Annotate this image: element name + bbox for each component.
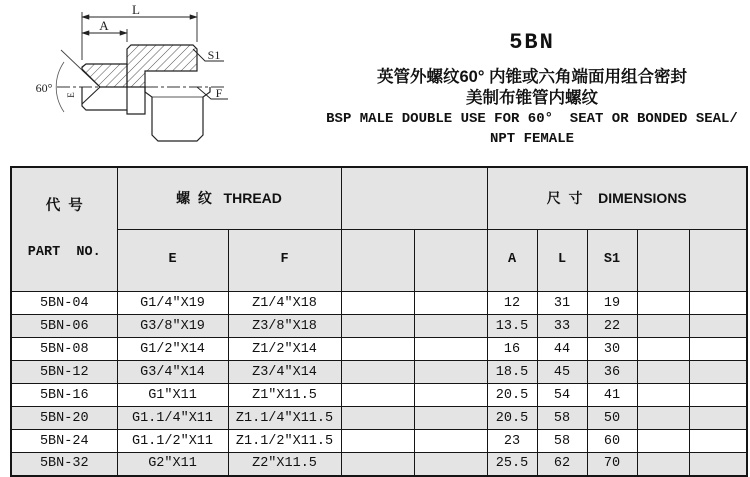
description-en-line2: NPT FEMALE xyxy=(489,131,574,147)
col-header-blank xyxy=(414,229,487,291)
part-no-cell: 5BN-32 xyxy=(11,453,117,476)
thread-f-cell: Z3/8″X18 xyxy=(228,315,341,338)
description-en-line1: BSP MALE DOUBLE USE FOR 60° SEAT OR BONDED SEAL/ xyxy=(326,111,738,127)
thread-e-cell: G3/4″X14 xyxy=(117,361,228,384)
header-row-2 xyxy=(11,229,747,291)
title-block xyxy=(318,30,746,149)
thread-e-cell: G1/4″X19 xyxy=(117,292,228,315)
part-no-cell: 5BN-12 xyxy=(11,361,117,384)
blank-cell xyxy=(637,292,689,315)
blank-cell xyxy=(341,384,414,407)
dim-s1-cell: 60 xyxy=(587,430,637,453)
blank-cell xyxy=(637,453,689,476)
thread-e-cell: G1.1/2″X11 xyxy=(117,430,228,453)
blank-cell xyxy=(414,430,487,453)
thread-e-cell: G3/8″X19 xyxy=(117,315,228,338)
blank-cell xyxy=(414,292,487,315)
blank-cell xyxy=(341,407,414,430)
part-no-cell: 5BN-24 xyxy=(11,430,117,453)
blank-cell xyxy=(341,292,414,315)
col-header-dim-l: L xyxy=(537,229,587,291)
dim-l-cell: 45 xyxy=(537,361,587,384)
col-header-dim-s1: S1 xyxy=(587,229,637,291)
dim-l-cell: 62 xyxy=(537,453,587,476)
part-no-cell: 5BN-16 xyxy=(11,384,117,407)
header-row-1 xyxy=(11,167,747,229)
dim-a-cell: 20.5 xyxy=(487,384,537,407)
thread-e-cell: G1.1/4″X11 xyxy=(117,407,228,430)
blank-cell xyxy=(637,315,689,338)
blank-cell xyxy=(637,384,689,407)
description-cn-line1: 英管外螺纹60° 内锥或六角端面用组合密封 xyxy=(376,68,688,86)
dim-l-cell: 58 xyxy=(537,430,587,453)
blank-cell xyxy=(414,315,487,338)
table-row xyxy=(11,453,747,476)
blank-cell xyxy=(341,430,414,453)
table-row xyxy=(11,338,747,361)
col-header-blank xyxy=(637,229,689,291)
dim-l-cell: 33 xyxy=(537,315,587,338)
part-no-cell: 5BN-04 xyxy=(11,292,117,315)
blank-cell xyxy=(341,361,414,384)
blank-cell xyxy=(637,407,689,430)
body-section-hatch xyxy=(127,45,197,87)
spec-table xyxy=(10,166,748,477)
thread-f-cell: Z1.1/2″X11.5 xyxy=(228,430,341,453)
blank-cell xyxy=(689,361,747,384)
col-header-part-no-cn: 代 号 xyxy=(45,198,83,214)
table-row xyxy=(11,361,747,384)
dim-a-cell: 16 xyxy=(487,338,537,361)
col-header-blank xyxy=(341,229,414,291)
dim-l-cell: 44 xyxy=(537,338,587,361)
dim-a-cell: 25.5 xyxy=(487,453,537,476)
dim-label-F: F xyxy=(215,86,223,100)
col-header-dim-a: A xyxy=(487,229,537,291)
hex-nut-outline xyxy=(145,87,210,141)
blank-cell xyxy=(689,453,747,476)
dim-label-E: E xyxy=(66,92,76,98)
thread-f-cell: Z1/4″X18 xyxy=(228,292,341,315)
blank-cell xyxy=(341,315,414,338)
dim-a-cell: 18.5 xyxy=(487,361,537,384)
cone-construction-line xyxy=(61,50,82,70)
blank-cell xyxy=(414,361,487,384)
blank-cell xyxy=(689,384,747,407)
blank-cell xyxy=(414,407,487,430)
dim-l-cell: 58 xyxy=(537,407,587,430)
thread-f-cell: Z3/4″X14 xyxy=(228,361,341,384)
dim-s1-cell: 22 xyxy=(587,315,637,338)
blank-cell xyxy=(637,361,689,384)
part-no-cell: 5BN-08 xyxy=(11,338,117,361)
blank-cell xyxy=(414,453,487,476)
fitting-technical-drawing xyxy=(12,2,247,162)
dim-s1-cell: 30 xyxy=(587,338,637,361)
col-header-part-no-en: PART NO. xyxy=(27,245,101,260)
dim-s1-cell: 70 xyxy=(587,453,637,476)
table-row xyxy=(11,407,747,430)
dim-a-cell: 20.5 xyxy=(487,407,537,430)
thread-f-cell: Z2″X11.5 xyxy=(228,453,341,476)
dim-a-cell: 13.5 xyxy=(487,315,537,338)
angle-label: 60° xyxy=(35,81,53,95)
table-row xyxy=(11,384,747,407)
dim-s1-cell: 36 xyxy=(587,361,637,384)
dim-a-cell: 12 xyxy=(487,292,537,315)
thread-e-cell: G1/2″X14 xyxy=(117,338,228,361)
col-header-blank-group xyxy=(341,167,487,229)
blank-cell xyxy=(689,292,747,315)
dim-l-cell: 31 xyxy=(537,292,587,315)
thread-f-cell: Z1″X11.5 xyxy=(228,384,341,407)
col-header-thread: 螺 纹 THREAD xyxy=(117,167,341,229)
blank-cell xyxy=(689,407,747,430)
table-row xyxy=(11,430,747,453)
table-row xyxy=(11,315,747,338)
blank-cell xyxy=(637,430,689,453)
blank-cell xyxy=(637,338,689,361)
series-code: 5BN xyxy=(509,30,555,55)
dim-label-L: L xyxy=(132,2,140,17)
dim-s1-cell: 50 xyxy=(587,407,637,430)
col-header-thread-f: F xyxy=(228,229,341,291)
thread-f-cell: Z1/2″X14 xyxy=(228,338,341,361)
transition-step xyxy=(127,87,145,114)
male-end-section-hatch xyxy=(82,64,127,87)
male-end-outline xyxy=(82,87,127,110)
dim-label-S1: S1 xyxy=(207,48,221,62)
dim-a-cell: 23 xyxy=(487,430,537,453)
blank-cell xyxy=(341,338,414,361)
col-header-part-no xyxy=(11,167,117,292)
cone-edge-bottom xyxy=(82,87,100,104)
dim-s1-cell: 19 xyxy=(587,292,637,315)
description-cn-line2: 美制布锥管内螺纹 xyxy=(466,89,598,107)
dim-l-cell: 54 xyxy=(537,384,587,407)
blank-cell xyxy=(414,338,487,361)
dim-label-A: A xyxy=(99,18,109,33)
part-no-cell: 5BN-06 xyxy=(11,315,117,338)
col-header-blank xyxy=(689,229,747,291)
blank-cell xyxy=(414,384,487,407)
blank-cell xyxy=(689,430,747,453)
col-header-dimensions: 尺 寸 DIMENSIONS xyxy=(487,167,747,229)
dim-s1-cell: 41 xyxy=(587,384,637,407)
table-row xyxy=(11,292,747,315)
thread-e-cell: G1″X11 xyxy=(117,384,228,407)
blank-cell xyxy=(689,338,747,361)
thread-e-cell: G2″X11 xyxy=(117,453,228,476)
thread-f-cell: Z1.1/4″X11.5 xyxy=(228,407,341,430)
blank-cell xyxy=(341,453,414,476)
blank-cell xyxy=(689,315,747,338)
col-header-thread-e: E xyxy=(117,229,228,291)
part-no-cell: 5BN-20 xyxy=(11,407,117,430)
